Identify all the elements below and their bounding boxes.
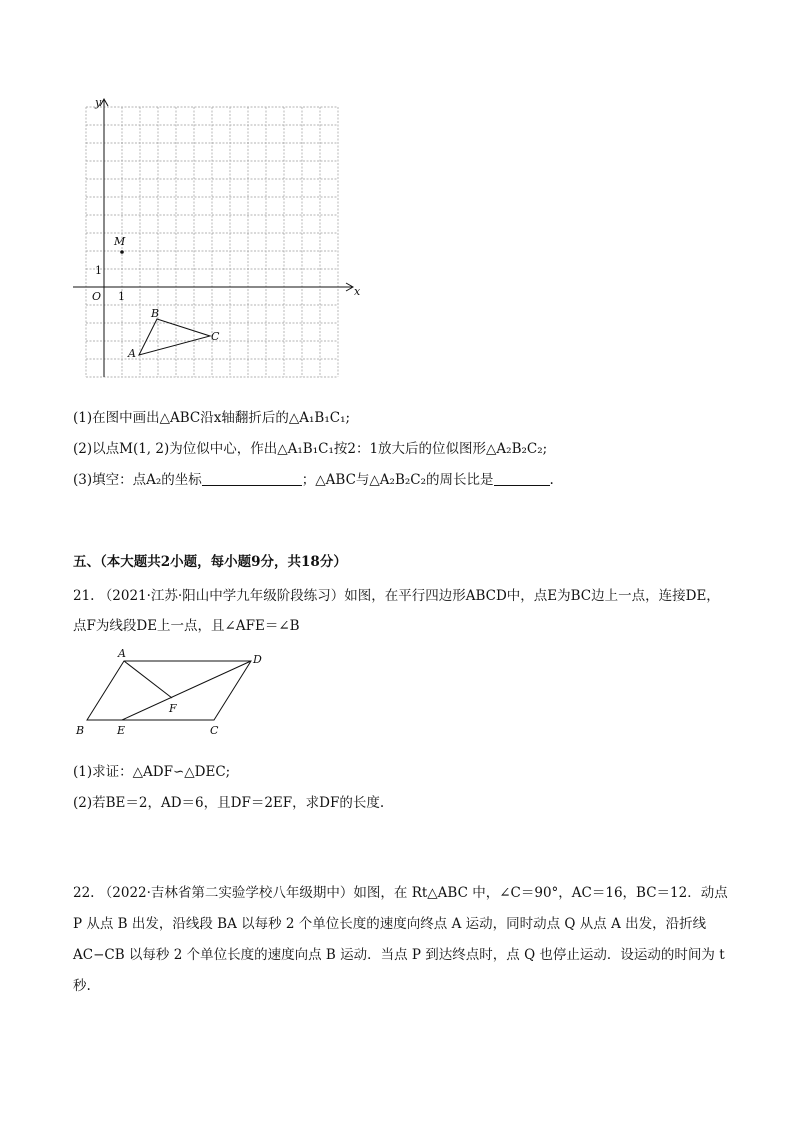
parallelogram-figure <box>70 645 280 740</box>
section-heading: 五、（本大题共2小题，每小题9分，共18分） <box>73 554 347 570</box>
q21-part2: (2)若BE＝2，AD＝6，且DF＝2EF，求DF的长度. <box>73 795 385 811</box>
segment-af <box>124 661 172 698</box>
q20-part3-text-a: (3)填空：点A₂的坐标 <box>73 472 202 488</box>
vertex-c-label: C <box>210 724 219 737</box>
q21-stem: 21. （2021·江苏·阳山中学九年级阶段练习）如图，在平行四边形ABCD中，点E为BC边上一点，连接DE，点F为线段DE上一点，且∠AFE＝∠B <box>73 588 720 634</box>
q20-part3 <box>73 470 554 490</box>
vertex-d-label: D <box>253 653 262 666</box>
point-f-label: F <box>169 702 177 715</box>
vertex-b-label: B <box>76 724 85 737</box>
q20-part3-text-b: ；△ABC与△A₂B₂C₂的周长比是 <box>301 472 494 488</box>
q20-part3-text-c: . <box>549 472 554 488</box>
tick-label-y: 1 <box>95 264 102 277</box>
axis-label-y: y <box>95 96 102 109</box>
origin-label: O <box>92 290 102 303</box>
q22-stem: 22. （2022·吉林省第二实验学校八年级期中）如图，在 Rt△ABC 中，∠C＝90°，AC＝16，BC＝12．动点 P 从点 B 出发，沿线段 BA 以每秒 2 个单位长度的速度向终点 A 运动，同时动点 Q 从点 A 出发，沿折线 AC−CB 以每秒 2 个单位长度的速度向点 B 运动．当点 P 到达终点时，点 Q 也停止运动．设运动的时间为 t 秒. <box>73 885 728 994</box>
point-m <box>120 250 124 254</box>
tick-label-x: 1 <box>118 290 125 303</box>
vertex-b-label: B <box>151 307 160 320</box>
vertex-a-label: A <box>118 647 126 660</box>
coordinate-grid-figure <box>60 90 370 390</box>
q20-part1: (1)在图中画出△ABC沿x轴翻折后的△A₁B₁C₁; <box>73 410 351 426</box>
answer-blank-coordinate[interactable] <box>202 471 302 486</box>
axis-label-x: x <box>354 285 361 298</box>
point-m-label: M <box>114 235 126 248</box>
q20-part2: (2)以点M(1, 2)为位似中心，作出△A₁B₁C₁按2：1放大后的位似图形△A₂B₂C₂; <box>73 441 548 457</box>
vertex-c-label: C <box>211 330 220 343</box>
answer-blank-ratio[interactable] <box>494 471 550 486</box>
segment-de <box>122 661 251 720</box>
q21-part1: (1)求证：△ADF∽△DEC; <box>73 764 231 780</box>
vertex-a-label: A <box>128 347 136 360</box>
triangle-abc <box>139 319 210 355</box>
point-e-label: E <box>117 724 126 737</box>
